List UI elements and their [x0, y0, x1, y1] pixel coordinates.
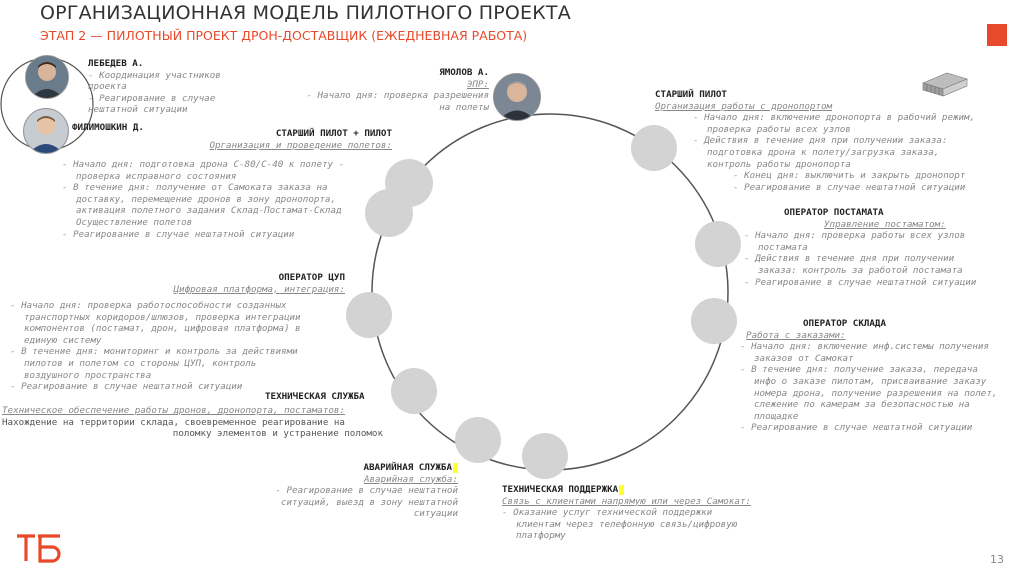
list-item: единую систему [24, 334, 102, 346]
block-tech-support [502, 484, 751, 542]
list-item: слежение по камерам за безопасностью на [754, 399, 970, 411]
node-cup-operator [346, 292, 392, 338]
func-warehouse-operator: Работа с заказами: [746, 329, 846, 341]
page-title: ОРГАНИЗАЦИОННАЯ МОДЕЛЬ ПИЛОТНОГО ПРОЕКТА [40, 2, 571, 24]
block-yamolov [306, 67, 489, 113]
list-item: - Оказание услуг технической поддержки [502, 507, 713, 519]
list-item: воздушного пространства [24, 369, 152, 381]
func-yamolov: ЭПР: [466, 78, 489, 90]
block-senior-pilot-plus-pilot [209, 128, 392, 151]
tech-service-line: поломку элементов и устранение поломок [172, 428, 383, 440]
list-item: - Начало дня: проверка разрешения [306, 90, 489, 102]
list-item: - Реагирование в случае [88, 92, 216, 104]
list-item: - Начало дня: проверка работы всех узлов [744, 230, 966, 242]
name-yamolov: ЯМОЛОВ А. [439, 67, 489, 78]
list-item: - В течение дня: получение заказа, передача [740, 364, 978, 376]
list-item: доставку, перемещение дронов в зону дронопорта, [76, 193, 336, 205]
tech-support-duties [502, 507, 751, 542]
list-item: - Действия в течение дня при получении [744, 253, 955, 265]
list-item: компонентов (постамат, дрон, цифровая платформа) в [24, 323, 301, 335]
func-senior-pilot-plus-pilot: Организация и проведение полетов: [209, 139, 392, 151]
list-item: на полеты [439, 101, 489, 113]
func-cup-operator: Цифровая платформа, интеграция: [173, 283, 345, 295]
list-item: - Реагирование в случае нештатной ситуации [62, 228, 295, 240]
role-cup-operator: ОПЕРАТОР ЦУП [278, 272, 345, 283]
list-item: - Действия в течение дня при получении заказа: [693, 135, 948, 147]
duties-list [62, 159, 344, 240]
list-item: подготовка дрона к полету/загрузка заказа, [707, 146, 940, 158]
list-item: проекта [88, 81, 127, 93]
list-item: активация полетного задания Склад-Постамат-Склад [76, 205, 342, 217]
photo-filimoshkin [23, 108, 69, 154]
node-emergency-service [455, 417, 501, 463]
role-emergency-wrap [275, 462, 458, 474]
list-item: - Начало дня: проверка работоспособности созданных [10, 300, 287, 311]
list-item: ситуации [413, 508, 458, 520]
list-item: контроль работы дронопорта [707, 158, 851, 170]
emergency-duties [275, 485, 458, 520]
list-item: транспортных коридоров/шлюзов, проверка интеграции [24, 311, 301, 323]
func-emergency-service: Аварийная служба: [363, 473, 458, 485]
tech-service-line: Нахождение на территории склада, своевременное реагирование на [2, 416, 345, 428]
list-item: - Начало дня: включение инф.системы получения [740, 341, 989, 353]
node-postamat-operator [695, 221, 741, 267]
func-senior-pilot: Организация работы с дронопортом [655, 100, 833, 112]
list-item: - Начало дня: включение дронопорта в рабочий режим, [693, 112, 976, 124]
warehouse-duties [740, 341, 997, 434]
role-warehouse-operator: ОПЕРАТОР СКЛАДА [803, 318, 886, 329]
node-warehouse-operator [691, 298, 737, 344]
list-item: - В течение дня: мониторинг и контроль за действиями [10, 346, 298, 358]
block-postamat-operator [744, 207, 976, 288]
list-item: - Реагирование в случае нештатной [275, 485, 458, 497]
postamat-duties [744, 230, 976, 288]
name-filimoshkin: ФИЛИМОШКИН Д. [72, 122, 144, 133]
senior-pilot-duties [655, 112, 975, 193]
list-item: инфо о заказе пилотам, присваивание заказу [754, 375, 987, 387]
list-item: заказов от Самокат [754, 352, 854, 364]
list-item: ситуаций, выезд в зону нештатной [280, 496, 458, 508]
lebedev-duties [88, 70, 221, 116]
page-subtitle: ЭТАП 2 — ПИЛОТНЫЙ ПРОЕКТ ДРОН-ДОСТАВЩИК (ЕЖЕДНЕВНАЯ РАБОТА) [40, 28, 528, 43]
tb-logo-icon [16, 533, 64, 563]
list-item: - Реагирование в случае нештатной ситуации [733, 181, 966, 193]
name-lebedev: ЛЕБЕДЕВ А. [88, 58, 144, 69]
role-postamat-operator: ОПЕРАТОР ПОСТАМАТА [784, 207, 884, 218]
role-emergency-service: АВАРИЙНАЯ СЛУЖБА [363, 462, 452, 473]
block-warehouse-operator [740, 318, 997, 434]
list-item: проверка исправного состояния [76, 170, 237, 182]
senior-pilot-plus-pilot-duties [62, 159, 344, 240]
block-filimoshkin [72, 122, 144, 134]
list-item: проверка работы всех узлов [707, 123, 851, 135]
list-item: - Реагирование в случае нештатной ситуации [10, 381, 243, 393]
role-tech-service: ТЕХНИЧЕСКАЯ СЛУЖБА [265, 391, 365, 402]
list-item: - В течение дня: получение от Самоката заказа на [62, 182, 328, 194]
page-number: 13 [990, 553, 1004, 566]
list-item: нештатной ситуации [88, 104, 188, 116]
duties-list [10, 300, 301, 393]
highlight-marker [619, 485, 624, 495]
list-item: клиентам через телефонную связь/цифровую [516, 518, 738, 530]
func-postamat-operator: Управление постаматом: [824, 218, 946, 230]
node-tech-support [522, 433, 568, 479]
role-senior-pilot: СТАРШИЙ ПИЛОТ [655, 89, 727, 100]
func-tech-support: Связь с клиентами напрямую или через Самокат: [502, 495, 751, 507]
func-tech-service: Техническое обеспечение работы дронов, дронопорта, постаматов: [2, 405, 345, 416]
role-tech-support-wrap [502, 484, 751, 496]
block-tech-service [265, 391, 365, 403]
block-lebedev [88, 58, 221, 116]
photo-lebedev [25, 55, 69, 99]
list-item: платформу [516, 530, 566, 542]
photo-yamolov [493, 73, 541, 121]
block-senior-pilot [655, 89, 975, 193]
list-item: - Начало дня: подготовка дрона С-80/С-40 к полету - [62, 159, 345, 170]
role-senior-pilot-plus-pilot: СТАРШИЙ ПИЛОТ + ПИЛОТ [275, 128, 392, 139]
list-item: постамата [758, 241, 808, 253]
node-pilots-lower [365, 189, 413, 237]
block-emergency-service [275, 462, 458, 520]
list-item: - Реагирование в случае нештатной ситуации [744, 276, 977, 288]
list-item: пилотов и полетом со стороны ЦУП, контроль [24, 357, 257, 369]
yamolov-duties [306, 90, 489, 113]
list-item: площадке [754, 410, 799, 422]
list-item: - Координация участников [88, 69, 221, 81]
tech-service-text [2, 405, 383, 440]
cup-operator-duties [10, 300, 301, 393]
list-item: - Реагирование в случае нештатной ситуации [740, 422, 973, 434]
node-tech-service [391, 368, 437, 414]
list-item: заказа: контроль за работой постамата [758, 264, 963, 276]
list-item: Осуществление полетов [76, 216, 193, 228]
block-cup-operator [174, 272, 345, 295]
list-item: номера дрона, получение разрешения на полет, [754, 387, 998, 399]
highlight-marker [453, 463, 458, 473]
list-item: - Конец дня: выключить и закрыть дронопорт [733, 170, 966, 182]
role-tech-support: ТЕХНИЧЕСКАЯ ПОДДЕРЖКА [502, 484, 619, 495]
